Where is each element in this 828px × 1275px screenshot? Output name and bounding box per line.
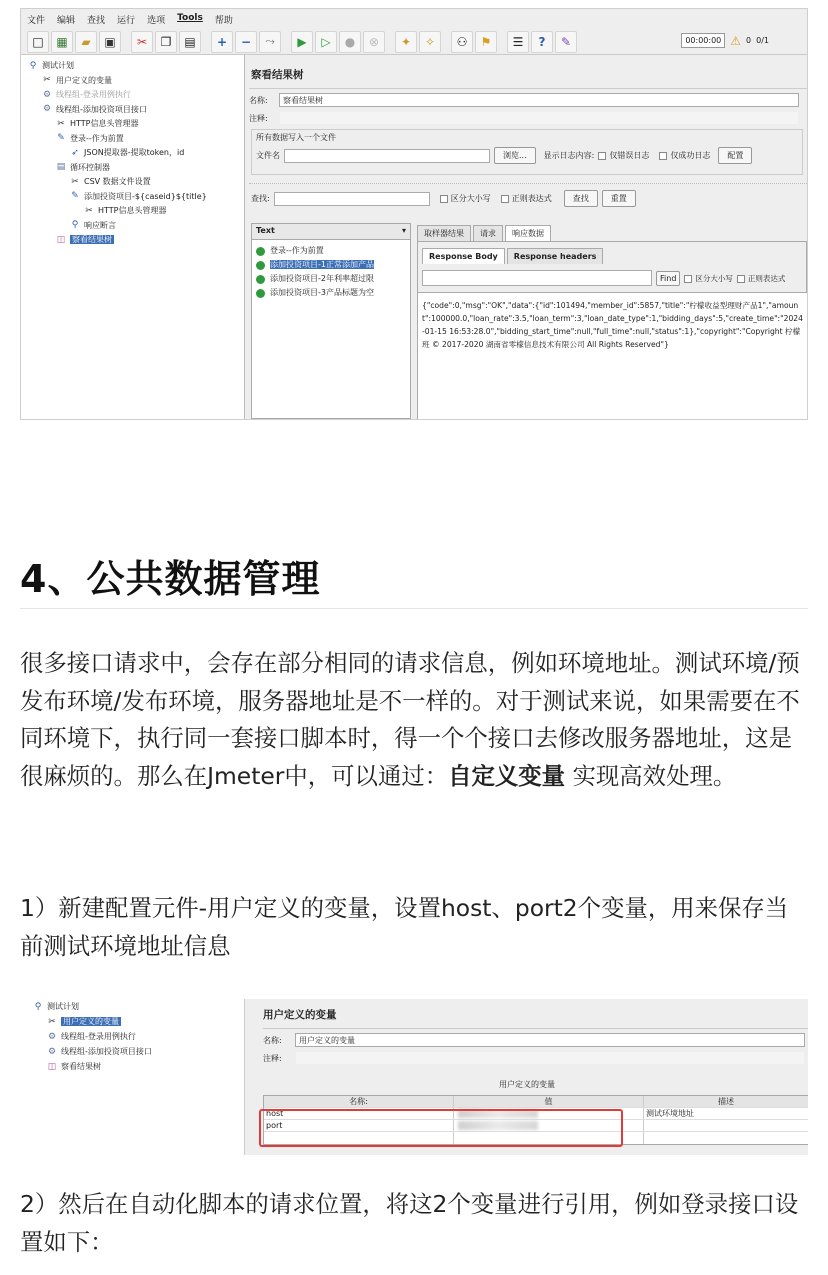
- tree-node-label: 线程组-添加投资项目接口: [61, 1047, 152, 1056]
- search-label: 查找:: [251, 194, 270, 203]
- tab-sampler-result[interactable]: 取样器结果: [417, 225, 471, 241]
- binoculars-icon[interactable]: ⚇: [451, 31, 473, 53]
- open-folder-icon[interactable]: ▰: [75, 31, 97, 53]
- tree-node[interactable]: [23, 161, 242, 176]
- copy-icon[interactable]: ❐: [155, 31, 177, 53]
- loop-icon: ▤: [56, 162, 66, 172]
- response-find-button[interactable]: Find: [656, 271, 680, 286]
- tree-node[interactable]: [23, 117, 242, 132]
- tree-node-label: JSON提取器-提取token，id: [84, 148, 185, 157]
- clear-icon[interactable]: ✦: [395, 31, 417, 53]
- tree-node-label: 添加投资项目-${caseid}${title}: [84, 191, 207, 201]
- extractor-icon: ➶: [71, 147, 79, 158]
- status-area: [681, 33, 769, 48]
- warning-count: 0: [746, 36, 752, 45]
- toolbar: [21, 29, 808, 55]
- tree-node[interactable]: [23, 204, 242, 219]
- scissors-config-icon: ✂: [71, 176, 79, 187]
- gear-icon: ⚙: [47, 1046, 57, 1057]
- save-icon[interactable]: ▣: [99, 31, 121, 53]
- tree-node-label: 线程组-登录用例执行: [61, 1032, 136, 1041]
- success-only-checkbox[interactable]: 仅成功日志: [659, 150, 710, 161]
- gear-icon: ⚙: [42, 89, 52, 100]
- thread-count: 0/1: [756, 36, 769, 45]
- tree-node-label: 用户定义的变量: [56, 75, 112, 85]
- filename-input[interactable]: [284, 149, 490, 163]
- tree-node[interactable]: [23, 219, 242, 234]
- paragraph-step2: 2）然后在自动化脚本的请求位置，将这2个变量进行引用，例如登录接口设置如下：: [20, 1190, 799, 1256]
- table-row[interactable]: port: [264, 1120, 808, 1132]
- scissors-config-icon: ✂: [85, 205, 93, 216]
- response-regex-checkbox[interactable]: 正则表达式: [737, 273, 786, 284]
- response-subtabs: [418, 248, 603, 264]
- paragraph-step1: 1）新建配置元件-用户定义的变量，设置host、port2个变量，用来保存当前测试环境地址信息: [20, 894, 789, 960]
- tree-node-label: 响应断言: [84, 220, 116, 230]
- log-content-label: 显示日志内容:: [543, 151, 595, 160]
- find-button[interactable]: 查找: [564, 190, 598, 207]
- comment-input-2[interactable]: [295, 1051, 805, 1065]
- name-label-2: 名称:: [263, 1035, 282, 1045]
- paste-icon[interactable]: ▤: [179, 31, 201, 53]
- tree-node[interactable]: [23, 146, 242, 161]
- tree-node-label: HTTP信息头管理器: [70, 119, 139, 128]
- tree-node-label: 测试计划: [42, 61, 74, 70]
- clear-all-icon[interactable]: ✧: [419, 31, 441, 53]
- new-file-icon[interactable]: □: [27, 31, 49, 53]
- function-helper-icon[interactable]: ☰: [507, 31, 529, 53]
- tree-node[interactable]: [23, 103, 242, 118]
- test-plan-tree: [21, 55, 245, 420]
- tree-node[interactable]: [28, 1044, 218, 1059]
- chevron-down-icon: ▾: [401, 226, 406, 235]
- regex-checkbox[interactable]: 正则表达式: [501, 193, 552, 204]
- remote-icon[interactable]: ✎: [555, 31, 577, 53]
- menu-item[interactable]: 查找: [87, 16, 106, 26]
- help-icon[interactable]: ?: [531, 31, 553, 53]
- configure-button[interactable]: 配置: [718, 147, 752, 164]
- comment-label-2: 注释:: [263, 1053, 282, 1063]
- collapse-icon[interactable]: −: [235, 31, 257, 53]
- tree-node-label: CSV 数据文件设置: [84, 177, 151, 186]
- tree-node-label: 循环控制器: [70, 162, 110, 172]
- comment-input[interactable]: [279, 111, 799, 125]
- sampler-result-item[interactable]: [252, 272, 410, 286]
- name-label: 名称:: [249, 95, 268, 105]
- menu-item[interactable]: 编辑: [57, 16, 76, 26]
- menu-item[interactable]: 选项: [147, 16, 166, 26]
- tree-node-label: HTTP信息头管理器: [98, 206, 167, 215]
- toggle-icon[interactable]: ⤳: [259, 31, 281, 53]
- response-case-checkbox[interactable]: 区分大小写: [684, 273, 733, 284]
- menu-item[interactable]: Tools: [177, 13, 203, 23]
- templates-icon[interactable]: ▦: [51, 31, 73, 53]
- tree-node-label: 线程组-添加投资项目接口: [56, 104, 147, 114]
- tree-node[interactable]: [28, 999, 218, 1014]
- tree-node[interactable]: [23, 190, 242, 205]
- tree-node[interactable]: [23, 175, 242, 190]
- tree-node-label: 线程组-登录用例执行: [56, 90, 131, 99]
- tree-node-label: 登录--作为前置: [70, 133, 124, 143]
- tree-node[interactable]: [23, 88, 242, 103]
- tree-node-label: 察看结果树: [61, 1062, 101, 1071]
- tree-node[interactable]: [23, 132, 242, 147]
- search-input[interactable]: [274, 192, 430, 206]
- panel-title-2: 用户定义的变量: [263, 1009, 337, 1021]
- chart-listener-icon: ◫: [56, 234, 66, 245]
- tree-node-label: 用户定义的变量: [63, 1017, 119, 1026]
- tab-response-headers[interactable]: Response headers: [507, 248, 604, 264]
- file-section-title: 所有数据写入一个文件: [256, 133, 336, 142]
- tree-node[interactable]: [23, 59, 242, 74]
- test-plan-tree-2: [28, 999, 218, 1074]
- result-tabs: [417, 225, 551, 241]
- test-plan-icon: ⚲: [34, 1001, 42, 1012]
- jmeter-results-tree-screenshot: [20, 8, 808, 420]
- expand-icon[interactable]: +: [211, 31, 233, 53]
- menu-item[interactable]: 运行: [117, 16, 136, 26]
- heading-divider: [20, 608, 808, 609]
- gear-icon: ⚙: [42, 104, 52, 114]
- scissors-config-icon: ✂: [48, 1016, 56, 1027]
- magnifier-icon: ⚲: [71, 220, 79, 230]
- response-search-input[interactable]: [422, 270, 652, 286]
- tree-node[interactable]: [23, 74, 242, 89]
- tree-node[interactable]: [28, 1014, 218, 1029]
- pipette-sampler-icon: ✎: [57, 133, 65, 143]
- comment-label: 注释:: [249, 113, 268, 123]
- tree-node-label: 察看结果树: [72, 235, 112, 244]
- menu-item[interactable]: 文件: [27, 16, 46, 26]
- elapsed-time: 00:00:00: [681, 33, 725, 48]
- menu-item[interactable]: 帮助: [214, 16, 233, 26]
- sampler-result-item[interactable]: [252, 244, 410, 258]
- stop-icon[interactable]: ●: [339, 31, 361, 53]
- warning-icon[interactable]: ⚠: [730, 33, 742, 48]
- tree-node[interactable]: [28, 1059, 218, 1074]
- table-row[interactable]: host 测试环境地址: [264, 1108, 808, 1120]
- response-find-row: [418, 270, 808, 286]
- filename-label: 文件名: [256, 151, 280, 160]
- shutdown-icon[interactable]: ⊗: [363, 31, 385, 53]
- highlight-box: [259, 1109, 623, 1147]
- tab-request[interactable]: 请求: [473, 225, 503, 241]
- browse-button[interactable]: 浏览...: [494, 147, 536, 164]
- render-mode-select[interactable]: Text ▾: [252, 224, 410, 240]
- name-input[interactable]: 察看结果树: [279, 93, 799, 107]
- sampler-list: [251, 223, 411, 419]
- sampler-result-label: 添加投资项目-3产品标题为空: [270, 288, 374, 297]
- tab-response-data[interactable]: 响应数据: [505, 225, 551, 241]
- broom-icon[interactable]: ⚑: [475, 31, 497, 53]
- tab-response-body[interactable]: Response Body: [422, 248, 505, 264]
- menu-bar: [21, 9, 808, 29]
- panel-title: 察看结果树: [251, 69, 304, 81]
- response-body-text: {"code":0,"msg":"OK","data":{"id":101494,"member_id":5857,"title":"柠檬收益型理财产品1","amount":100000.0,"loan_rate":3.5,"loan_term":3,"loan_date_type":1,"bidding_days":5,"create_time":"2024-01-15 16:53:28.0","bidding_start_time":null,"full_time":null,"status":1},"copyright":"Copyright 柠檬班 © 2017-2020 湖南省零檬信息技术有限公司 All Rights Reserved"}: [418, 292, 808, 420]
- reset-button[interactable]: 重置: [602, 190, 636, 207]
- start-icon[interactable]: ▶: [291, 31, 313, 53]
- chart-listener-icon: ◫: [47, 1061, 57, 1072]
- cut-icon[interactable]: ✂: [131, 31, 153, 53]
- response-panel: [417, 241, 807, 419]
- section-heading: 4、公共数据管理: [20, 557, 321, 601]
- gear-icon: ⚙: [47, 1031, 57, 1042]
- sampler-result-item[interactable]: [252, 286, 410, 300]
- sampler-result-label: 登录--作为前置: [270, 246, 324, 255]
- user-variables-panel: [244, 999, 808, 1155]
- sampler-result-item[interactable]: [252, 258, 410, 272]
- paragraph-intro: 很多接口请求中，会存在部分相同的请求信息，例如环境地址。测试环境/预发布环境/发布环境，服务器地址是不一样的。对于测试来说，如果需要在不同环境下，执行同一套接口脚本时，得一个个接口去修改服务器地址，这是很麻烦的。那么在Jmeter中，可以通过：自定义变量 实现高效处理。: [20, 649, 800, 790]
- tree-node[interactable]: [23, 233, 242, 248]
- test-plan-icon: ⚲: [29, 60, 37, 71]
- sampler-result-label: 添加投资项目-2年利率超过限: [270, 274, 374, 283]
- errors-only-checkbox[interactable]: 仅错误日志: [598, 150, 649, 161]
- scissors-config-icon: ✂: [43, 75, 51, 85]
- case-sensitive-checkbox[interactable]: 区分大小写: [440, 193, 491, 204]
- emphasis-custom-variables: 自定义变量: [448, 761, 566, 790]
- sampler-result-label: 添加投资项目-1正常添加产品: [270, 260, 374, 269]
- user-variables-screenshot: [20, 995, 808, 1155]
- start-no-pause-icon[interactable]: ▷: [315, 31, 337, 53]
- pipette-sampler-icon: ✎: [71, 191, 79, 201]
- scissors-config-icon: ✂: [57, 118, 65, 129]
- name-input-2[interactable]: 用户定义的变量: [295, 1033, 805, 1047]
- tree-node-label: 测试计划: [47, 1002, 79, 1011]
- variables-table-title: 用户定义的变量: [499, 1080, 555, 1089]
- tree-node[interactable]: [28, 1029, 218, 1044]
- table-header: 名称: 值 描述: [264, 1096, 808, 1108]
- results-area: [249, 223, 807, 420]
